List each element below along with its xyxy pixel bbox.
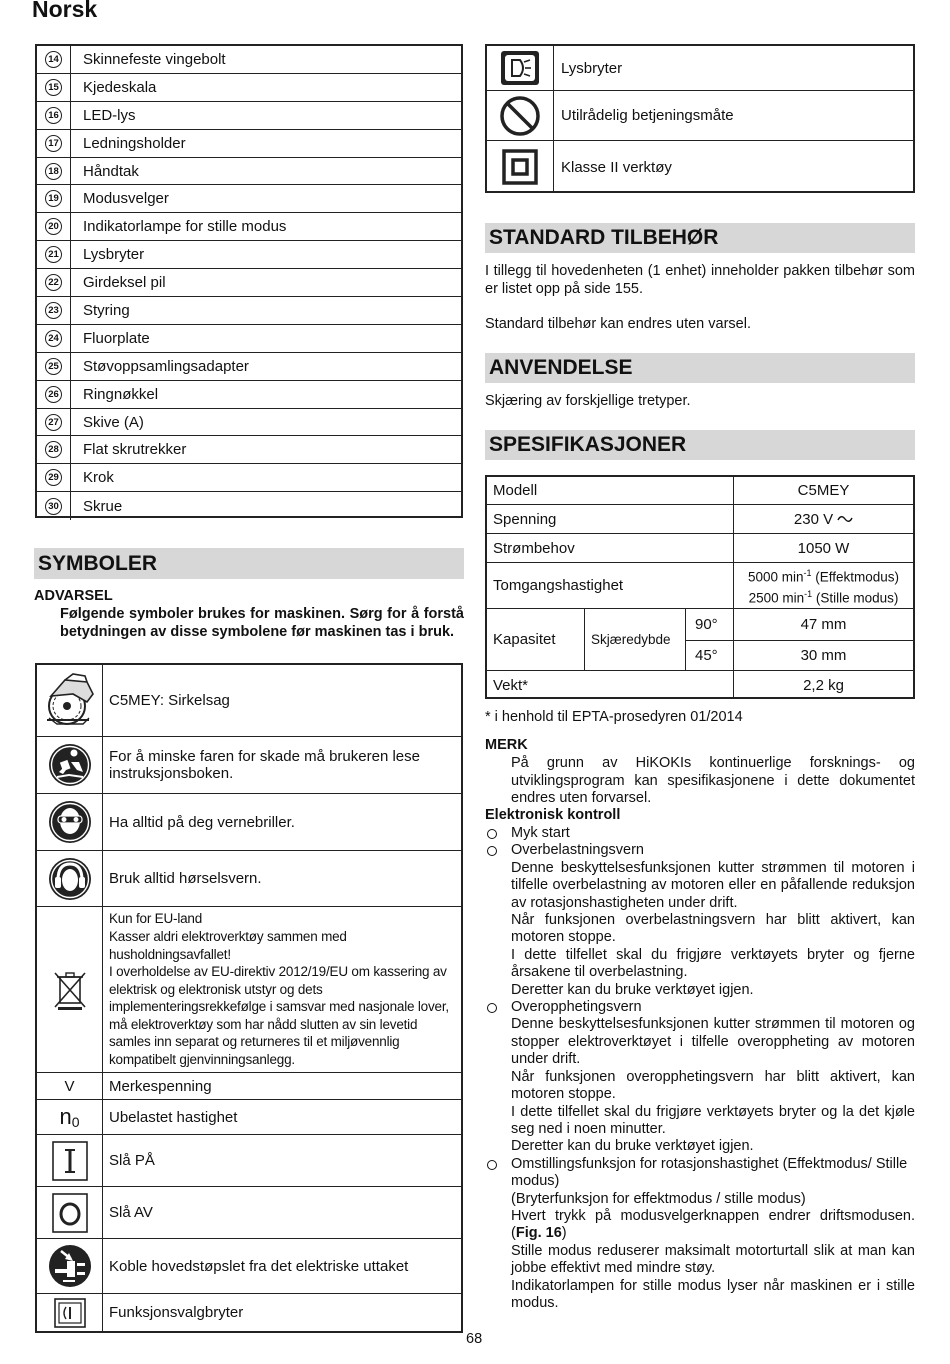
circular-saw-icon (37, 665, 103, 736)
prohibited-icon (487, 91, 554, 140)
bullet-circle-icon (487, 1003, 497, 1013)
parts-list-item (37, 492, 461, 520)
part-number: 20 (45, 218, 62, 235)
part-number: 27 (45, 414, 62, 431)
part-label: Skive (A) (83, 413, 144, 431)
voltage-symbol: V (37, 1073, 103, 1099)
parts-list-item (37, 241, 461, 269)
spec-power-value: 1050 W (797, 539, 850, 557)
part-label: Håndtak (83, 162, 139, 180)
part-label: Modusvelger (83, 190, 169, 208)
spec-angle-45: 45° (695, 647, 718, 664)
part-label: Støvoppsamlingsadapter (83, 357, 249, 375)
spec-depth-90: 47 mm (800, 616, 847, 633)
symbol-text: Klasse II verktøy (561, 158, 672, 176)
part-number-cell (37, 381, 71, 408)
symbol-text: Merkespenning (109, 1077, 212, 1095)
part-number: 15 (45, 79, 62, 96)
read-manual-icon (37, 737, 103, 793)
parts-list-item (37, 297, 461, 325)
spec-model-value: C5MEY (797, 482, 850, 499)
paragraph: Stille modus reduserer maksimalt motorturtall slik at man kan jobbe effektivt med mindre støy. (511, 1242, 915, 1277)
part-label: Ringnøkkel (83, 385, 159, 403)
spec-depth-45: 30 mm (800, 647, 847, 664)
part-number: 23 (45, 302, 62, 319)
symbol-text: For å minske faren for skade må brukeren lese instruksjonsboken. (109, 748, 420, 782)
part-number-cell (37, 269, 71, 296)
spec-footnote: * i henhold til EPTA-prosedyren 01/2014 (485, 709, 743, 725)
paragraph: Indikatorlampen for stille modus lyser når maskinen er i stille modus. (511, 1277, 915, 1311)
safety-glasses-icon (37, 794, 103, 850)
symbol-row (37, 794, 461, 851)
spec-model-label: Modell (493, 482, 538, 499)
paragraph: Når funksjonen overbelastningsvern har blitt aktivert, kan motoren stoppe. (511, 912, 915, 946)
symbol-row (37, 1135, 461, 1187)
part-number: 16 (45, 107, 62, 124)
part-number: 18 (45, 163, 62, 180)
part-label: LED-lys (83, 106, 136, 124)
application-heading: ANVENDELSE (485, 353, 915, 383)
paragraph: Når funksjonen overopphetingsvern har blitt aktivert, kan motoren stoppe. (511, 1068, 915, 1103)
part-label: Ledningsholder (83, 134, 186, 152)
paragraph: I dette tilfellet skal du frigjøre verktøyets bryter og fjerne årsakene til overbelastning. (511, 946, 915, 981)
spec-voltage-label: Spenning (493, 510, 557, 528)
part-number: 17 (45, 135, 62, 152)
paragraph: Denne beskyttelsesfunksjonen kutter strømmen til motoren og stopper elektroverktøyet i tilfelle overoppheting av motoren under drift. (511, 1016, 915, 1068)
symbol-row (487, 141, 913, 193)
part-number-cell (37, 297, 71, 324)
no-load-speed-symbol (37, 1100, 103, 1134)
parts-list-item (37, 185, 461, 213)
part-label: Skinnefeste vingebolt (83, 50, 226, 68)
paragraph: Deretter kan du bruke verktøyet igjen. (511, 1138, 754, 1155)
symbol-row (37, 737, 461, 794)
part-number: 14 (45, 51, 62, 68)
part-number-cell (37, 464, 71, 491)
symbol-text: Lysbryter (561, 59, 623, 77)
symbol-row (37, 907, 461, 1073)
spec-voltage-cell (734, 505, 913, 533)
part-number-cell (37, 46, 71, 73)
electronic-control-list (485, 825, 915, 1312)
bullet-circle-icon (487, 1160, 497, 1170)
part-label: Girdeksel pil (83, 274, 166, 292)
symbol-text: Kun for EU-land Kasser aldri elektroverktøy sammen med husholdningsavfallet! I overholdelse av EU-direktiv 2012/19/EU om kassering av elektrisk og elektronisk utstyr og dets implementeringsrekkefølge i samsvar med nasjonale lover, må elektroverktøy som har nådd slutten av sin levetid samles inn separat og returneres til et miljøvennlig kompatibelt gjenvinningsanlegg. (109, 911, 449, 1068)
specifications-table (485, 475, 915, 699)
part-number-cell (37, 241, 71, 268)
symbol-row (37, 851, 461, 907)
symbol-text: C5MEY: Sirkelsag (109, 692, 230, 709)
note-text: På grunn av HiKOKIs kontinuerlige forsknings- og utviklingsprogram kan spesifikasjonene i dette dokumentet endres uten forvarsel. (511, 755, 915, 806)
warning-text: Følgende symboler brukes for maskinen. Sørg for å forstå betydningen av disse symbolene før maskinen tas i bruk. (60, 606, 464, 640)
symbol-row (37, 1294, 461, 1331)
parts-list-item (37, 102, 461, 130)
spec-weight-label: Vekt* (493, 676, 529, 694)
parts-list-item (37, 74, 461, 102)
spec-voltage-value: 230 V (793, 510, 834, 528)
part-number-cell (37, 325, 71, 352)
application-text: Skjæring av forskjellige tretyper. (485, 393, 691, 409)
symbol-text: Funksjonsvalgbryter (109, 1304, 244, 1321)
paragraph: I dette tilfellet skal du frigjøre verktøyets bryter og la det kjøle seg ned i noen minutter. (511, 1103, 915, 1137)
part-number-cell (37, 409, 71, 436)
part-label: Fluorplate (83, 329, 150, 347)
symbol-text: Bruk alltid hørselsvern. (109, 870, 262, 887)
part-number: 24 (45, 330, 62, 347)
standard-accessories-heading: STANDARD TILBEHØR (485, 223, 915, 253)
light-switch-icon (487, 46, 554, 90)
part-number-cell (37, 353, 71, 380)
part-number: 22 (45, 274, 62, 291)
spec-depth-label: Skjæredybde (591, 632, 671, 647)
function-switch-icon (37, 1294, 103, 1331)
switch-off-icon (37, 1187, 103, 1238)
part-number: 21 (45, 246, 62, 263)
n-glyph: n (59, 1104, 72, 1129)
spec-speed-quiet: 2500 $\min^{-1}$ (Stille modus) (748, 588, 899, 605)
part-number: 30 (45, 498, 62, 515)
part-number-cell (37, 102, 71, 129)
ac-wave-icon (837, 514, 853, 524)
parts-list-item (37, 381, 461, 409)
symbol-row (37, 1187, 461, 1239)
part-number: 19 (45, 190, 62, 207)
paragraph: Hvert trykk på modusvelgerknappen endrer driftsmodusen. (Fig. 16) (511, 1207, 915, 1242)
symbol-row (37, 1073, 461, 1100)
right-symbols-table (485, 44, 915, 193)
symbol-text: Slå AV (109, 1204, 153, 1221)
parts-list-item (37, 46, 461, 74)
bullet-circle-icon (487, 846, 497, 856)
part-number-cell (37, 74, 71, 101)
symbols-heading: SYMBOLER (34, 548, 464, 579)
spec-capacity-label: Kapasitet (493, 631, 556, 648)
switch-on-icon (37, 1135, 103, 1186)
symbol-row (487, 46, 913, 91)
parts-list-item (37, 409, 461, 437)
list-item: Omstillingsfunksjon for rotasjonshastighet (Effektmodus/ Stille modus) (485, 1156, 915, 1191)
list-item: Overbelastningsvern (485, 842, 915, 859)
parts-list-item (37, 213, 461, 241)
electronic-control-title: Elektronisk kontroll (485, 807, 621, 823)
symbol-row (37, 1100, 461, 1135)
parts-list-item (37, 353, 461, 381)
language-header: Norsk (32, 0, 98, 22)
standard-accessories-note: Standard tilbehør kan endres uten varsel. (485, 316, 751, 332)
part-label: Flat skrutrekker (83, 441, 187, 459)
page-number: 68 (466, 1331, 483, 1347)
spec-power-label: Strømbehov (493, 539, 575, 557)
part-number: 25 (45, 358, 62, 375)
bullet-circle-icon (487, 829, 497, 839)
part-number-cell (37, 492, 71, 520)
specifications-heading: SPESIFIKASJONER (485, 430, 915, 460)
list-item: Overopphetingsvern (485, 999, 915, 1016)
crossed-bin-icon (37, 907, 103, 1072)
part-label: Lysbryter (83, 246, 145, 264)
part-label: Skrue (83, 497, 123, 515)
symbol-text: Koble hovedstøpslet fra det elektriske uttaket (109, 1257, 409, 1275)
symbol-row (37, 1239, 461, 1294)
symbol-text: Ha alltid på deg vernebriller. (109, 813, 295, 831)
parts-list-item (37, 325, 461, 353)
class-ii-icon (487, 141, 554, 193)
part-label: Kjedeskala (83, 78, 157, 96)
spec-speed-eff: 5000 $\min^{-1}$ (Effektmodus) (747, 568, 900, 585)
part-number-cell (37, 130, 71, 157)
part-number-cell (37, 185, 71, 212)
standard-accessories-text: I tillegg til hovedenheten (1 enhet) inneholder pakken tilbehør som er listet opp på side 155. (485, 263, 915, 297)
part-number-cell (37, 436, 71, 463)
paragraph: (Bryterfunksjon for effektmodus / stille modus) (511, 1190, 806, 1207)
symbol-row (487, 91, 913, 141)
symbols-table (35, 663, 463, 1333)
symbol-text: Utilrådelig betjeningsmåte (561, 107, 734, 124)
ear-protection-icon (37, 851, 103, 906)
part-label: Indikatorlampe for stille modus (83, 218, 287, 236)
parts-list-item (37, 130, 461, 158)
paragraph: Deretter kan du bruke verktøyet igjen. (511, 981, 754, 998)
list-item: Myk start (485, 825, 915, 842)
parts-list (35, 44, 463, 518)
spec-speed-label: Tomgangshastighet (493, 577, 624, 594)
symbol-text: Ubelastet hastighet (109, 1108, 238, 1126)
parts-list-item (37, 464, 461, 492)
part-label: Krok (83, 469, 114, 487)
part-label: Styring (83, 301, 130, 319)
warning-title: ADVARSEL (34, 588, 113, 604)
spec-speed-values (734, 563, 913, 608)
spec-weight-value: 2,2 kg (803, 676, 844, 694)
part-number-cell (37, 213, 71, 240)
spec-angle-90: 90° (695, 616, 718, 633)
symbol-text: Slå PÅ (109, 1152, 155, 1169)
unplug-icon (37, 1239, 103, 1293)
part-number: 26 (45, 386, 62, 403)
n-sub: 0 (71, 1114, 80, 1130)
parts-list-item (37, 436, 461, 464)
paragraph: Denne beskyttelsesfunksjonen kutter strømmen til motoren i tilfelle overbelastning av motoren eller en påfallende reduksjon av rotasjonshastigheten under drift. (511, 859, 915, 911)
note-title: MERK (485, 737, 528, 753)
parts-list-item (37, 269, 461, 297)
part-number: 29 (45, 469, 62, 486)
part-number-cell (37, 158, 71, 185)
symbol-row (37, 665, 461, 737)
parts-list-item (37, 158, 461, 186)
part-number: 28 (45, 441, 62, 458)
